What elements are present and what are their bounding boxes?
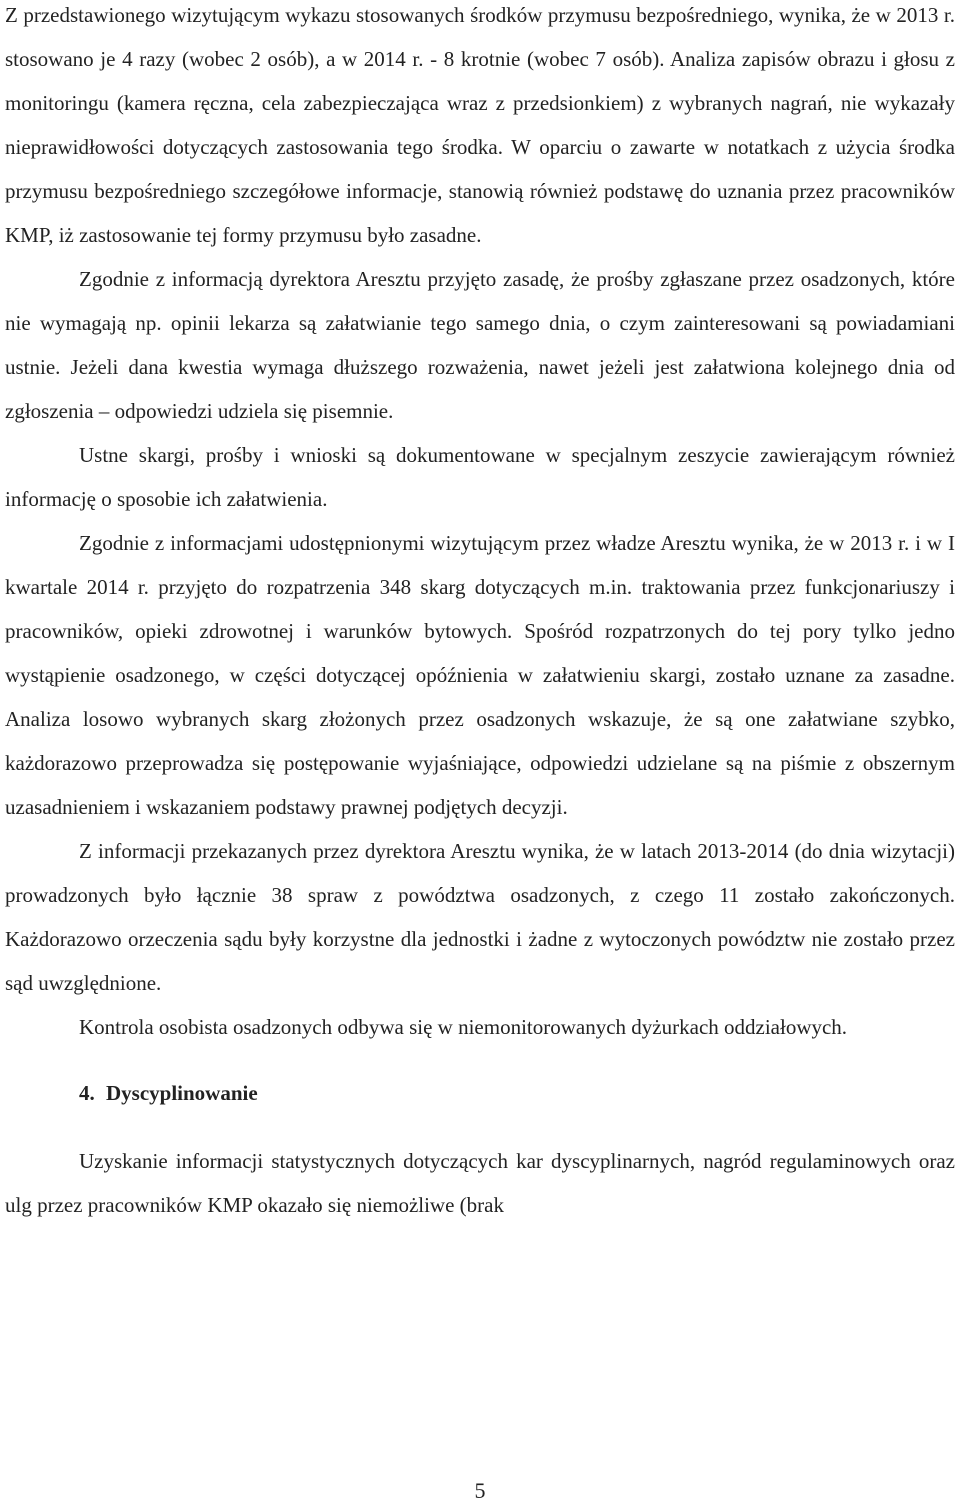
paragraph-lawsuits: Z informacji przekazanych przez dyrektora Aresztu wynika, że w latach 2013-2014 (do dnia wizytacji) prowadzonych było łącznie 38 spraw z powództwa osadzonych, z czego 11 zostało zakończonych. Każdorazowo orzeczenia sądu były korzystne dla jednostki i żadne z wytoczonych powództw nie zostało przez sąd uwzględnione. <box>5 839 955 995</box>
section-number: 4. <box>79 1081 95 1105</box>
section-heading <box>79 1071 955 1115</box>
paragraph-coercion-measures: Z przedstawionego wizytującym wykazu stosowanych środków przymusu bezpośredniego, wynika, że w 2013 r. stosowano je 4 razy (wobec 2 osób), a w 2014 r. - 8 krotnie (wobec 7 osób). Analiza zapisów obrazu i głosu z monitoringu (kamera ręczna, cela zabezpieczająca wraz z przedsionkiem) z wybranych nagrań, nie wykazały nieprawidłowości dotyczących zastosowania tego środka. W oparciu o zawarte w notatkach z użycia środka przymusu bezpośredniego szczegółowe informacje, stanowią również podstawę do uznania przez pracowników KMP, iż zastosowanie tej formy przymusu było zasadne. <box>5 3 955 247</box>
paragraph-complaints-statistics: Zgodnie z informacjami udostępnionymi wizytującym przez władze Aresztu wynika, że w 2013 r. i w I kwartale 2014 r. przyjęto do rozpatrzenia 348 skarg dotyczących m.in. traktowania przez funkcjonariuszy i pracowników, opieki zdrowotnej i warunków bytowych. Spośród rozpatrzonych do tej pory tylko jedno wystąpienie osadzonego, w części dotyczącej opóźnienia w załatwieniu skargi, zostało uznane za zasadne. Analiza losowo wybranych skarg złożonych przez osadzonych wskazuje, że są one załatwiane szybko, każdorazowo przeprowadza się postępowanie wyjaśniające, odpowiedzi udzielane są na piśmie z obszernym uzasadnieniem i wskazaniem podstawy prawnej podjętych decyzji. <box>5 531 955 819</box>
page-number: 5 <box>474 1478 486 1503</box>
paragraph-oral-complaints: Ustne skargi, prośby i wnioski są dokumentowane w specjalnym zeszycie zawierającym również informację o sposobie ich załatwienia. <box>5 443 955 511</box>
document-page <box>5 0 955 1227</box>
paragraph-requests-handling: Zgodnie z informacją dyrektora Aresztu przyjęto zasadę, że prośby zgłaszane przez osadzonych, które nie wymagają np. opinii lekarza są załatwianie tego samego dnia, o czym zainteresowani są powiadamiani ustnie. Jeżeli dana kwestia wymaga dłuższego rozważenia, nawet jeżeli jest załatwiona kolejnego dnia od zgłoszenia – odpowiedzi udziela się pisemnie. <box>5 267 955 423</box>
paragraph-discipline: Uzyskanie informacji statystycznych dotyczących kar dyscyplinarnych, nagród regulaminowych oraz ulg przez pracowników KMP okazało się niemożliwe (brak <box>5 1149 955 1217</box>
paragraph-personal-search: Kontrola osobista osadzonych odbywa się w niemonitorowanych dyżurkach oddziałowych. <box>79 1015 848 1039</box>
section-title: Dyscyplinowanie <box>106 1081 258 1105</box>
